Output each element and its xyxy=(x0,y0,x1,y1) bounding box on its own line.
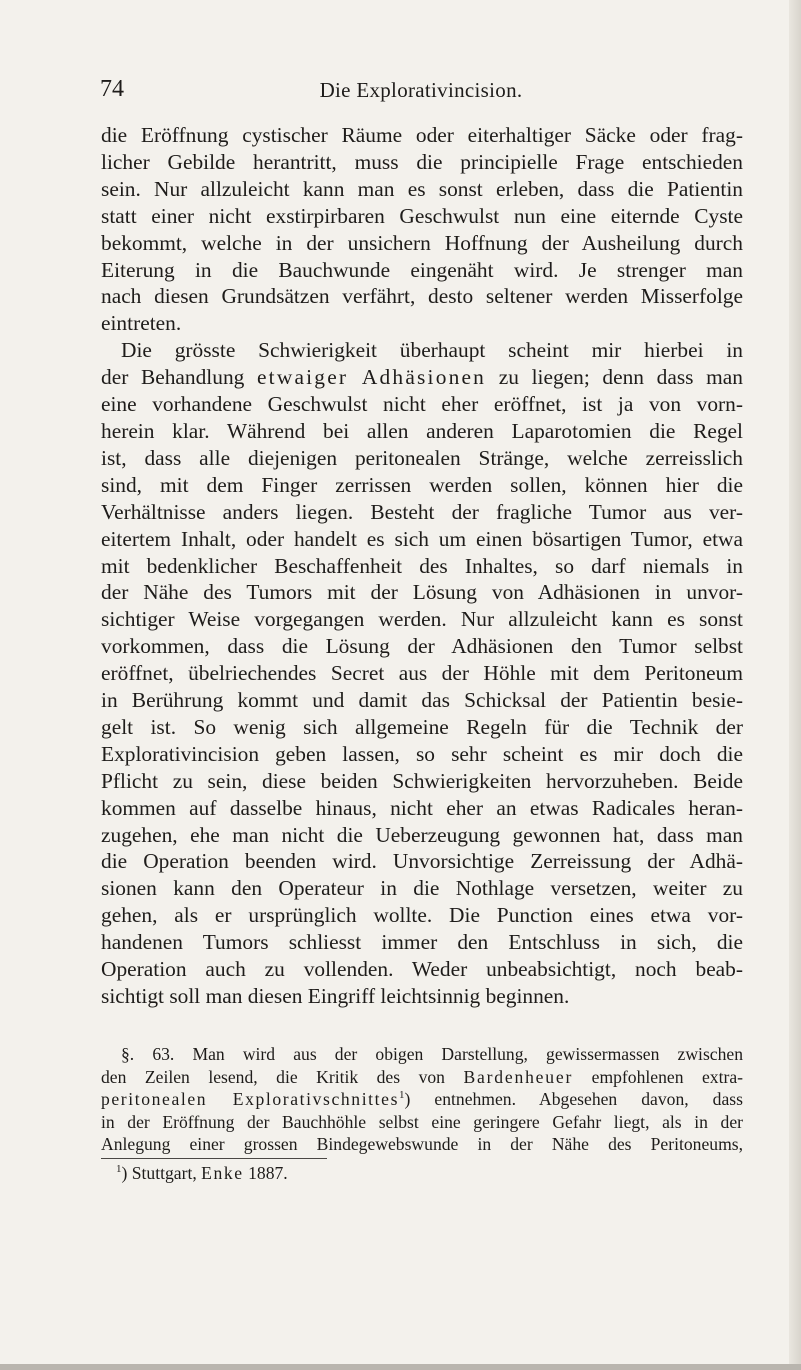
footnote-marker: 1 xyxy=(116,1163,122,1175)
footnote-ref[interactable]: 1 xyxy=(399,1089,405,1102)
text-line: Verhältnisse anders liegen. Besteht der fragliche Tumor aus ver- xyxy=(101,499,743,524)
text-fragment: zu liegen; denn dass man xyxy=(486,365,743,390)
page-bottom-edge xyxy=(0,1364,801,1370)
text-line: mit bedenklicher Beschaffenheit des Inhaltes, so darf niemals in xyxy=(101,553,743,578)
spaced-emphasis: etwaiger Adhäsionen xyxy=(256,365,487,390)
page-header xyxy=(100,76,742,106)
text-line: ist, dass alle diejenigen peritonealen Stränge, welche zerreisslich xyxy=(101,445,743,470)
section-line-spaced xyxy=(101,1088,743,1111)
footnote-text: 1887. xyxy=(243,1163,288,1183)
text-fragment: empfohlenen extra- xyxy=(573,1066,743,1087)
text-line: bekommt, welche in der unsichern Hoffnung der Ausheilung durch xyxy=(101,230,743,255)
text-line: sichtiger Weise vorgegangen werden. Nur allzuleicht kann es sonst xyxy=(101,607,743,632)
text-line: sionen kann den Operateur in die Nothlage versetzen, weiter zu xyxy=(101,876,743,901)
text-line: eintreten. xyxy=(101,311,182,336)
text-line: sind, mit dem Finger zerrissen werden sollen, können hier die xyxy=(101,472,743,497)
text-line: statt einer nicht exstirpirbaren Geschwulst nun eine eiternde Cyste xyxy=(101,203,743,228)
text-line: nach diesen Grundsätzen verfährt, desto seltener werden Misserfolge xyxy=(101,284,743,309)
section-line-spaced xyxy=(101,1066,743,1089)
section-line: §. 63. Man wird aus der obigen Darstellung, gewissermassen zwischen xyxy=(121,1044,743,1064)
running-title: Die Explorativincision. xyxy=(319,78,523,102)
text-line: gehen, als er ursprünglich wollte. Die Punction eines etwa vor- xyxy=(101,903,743,928)
text-line: licher Gebilde herantritt, muss die principielle Frage entschieden xyxy=(101,149,743,174)
footnote-text: ) Stuttgart, xyxy=(121,1163,202,1183)
text-line: eröffnet, übelriechendes Secret aus der Höhle mit dem Peritoneum xyxy=(101,661,743,686)
text-line: herein klar. Während bei allen anderen Laparotomien die Regel xyxy=(101,418,743,443)
text-fragment: den Zeilen lesend, die Kritik des von xyxy=(101,1066,464,1087)
page-number: 74 xyxy=(100,76,124,102)
text-line: Explorativincision geben lassen, so sehr scheint es mir doch die xyxy=(101,741,743,766)
text-line: Operation auch zu vollenden. Weder unbeabsichtigt, noch beab- xyxy=(101,957,743,982)
section-line: Anlegung einer grossen Bindegewebswunde in der Nähe des Peritoneums, xyxy=(101,1134,743,1155)
text-line: sein. Nur allzuleicht kann man es sonst erleben, dass die Patientin xyxy=(101,176,743,201)
text-line: Eiterung in die Bauchwunde eingenäht wird. Je strenger man xyxy=(101,257,743,282)
text-line: zugehen, ehe man nicht die Ueberzeugung gewonnen hat, dass man xyxy=(101,822,743,847)
text-line: eitertem Inhalt, oder handelt es sich um einen bösartigen Tumor, etwa xyxy=(101,526,743,551)
text-fragment: ) entnehmen. Abgesehen davon, dass xyxy=(404,1089,743,1110)
text-line: Die grösste Schwierigkeit überhaupt scheint mir hierbei in xyxy=(121,338,743,363)
text-line: Pflicht zu sein, diese beiden Schwierigkeiten hervorzuheben. Beide xyxy=(101,768,743,793)
text-line: die Eröffnung cystischer Räume oder eiterhaltiger Säcke oder frag- xyxy=(101,123,743,147)
author-name: Bardenheuer xyxy=(463,1066,574,1087)
footnote xyxy=(116,1163,288,1184)
text-line: eine vorhandene Geschwulst nicht eher eröffnet, ist ja von vorn- xyxy=(101,392,743,417)
text-line: in Berührung kommt und damit das Schicksal der Patientin besie- xyxy=(101,688,743,713)
text-line-spaced xyxy=(101,364,743,391)
text-fragment: der Behandlung xyxy=(101,365,257,390)
footnote-publisher: Enke xyxy=(201,1163,244,1183)
text-line: die Operation beenden wird. Unvorsichtige Zerreissung der Adhä- xyxy=(101,849,743,874)
section-63 xyxy=(101,1043,743,1156)
text-line: sichtigt soll man diesen Eingriff leichtsinnig beginnen. xyxy=(101,984,570,1008)
section-line: in der Eröffnung der Bauchhöhle selbst eine geringere Gefahr liegt, als in der xyxy=(101,1111,743,1132)
text-line: vorkommen, dass die Lösung der Adhäsionen den Tumor selbst xyxy=(101,634,743,659)
text-line: der Nähe des Tumors mit der Lösung von Adhäsionen in unvor- xyxy=(101,580,743,605)
main-text xyxy=(101,122,743,1010)
page-edge xyxy=(789,0,801,1370)
footnote-divider xyxy=(101,1158,327,1159)
text-line: handenen Tumors schliesst immer den Entschluss in sich, die xyxy=(101,930,743,955)
spaced-emphasis: peritonealen Explorativschnittes xyxy=(101,1089,400,1110)
text-line: kommen auf dasselbe hinaus, nicht eher an etwas Radicales heran- xyxy=(101,795,743,820)
text-line: gelt ist. So wenig sich allgemeine Regeln für die Technik der xyxy=(101,714,743,739)
